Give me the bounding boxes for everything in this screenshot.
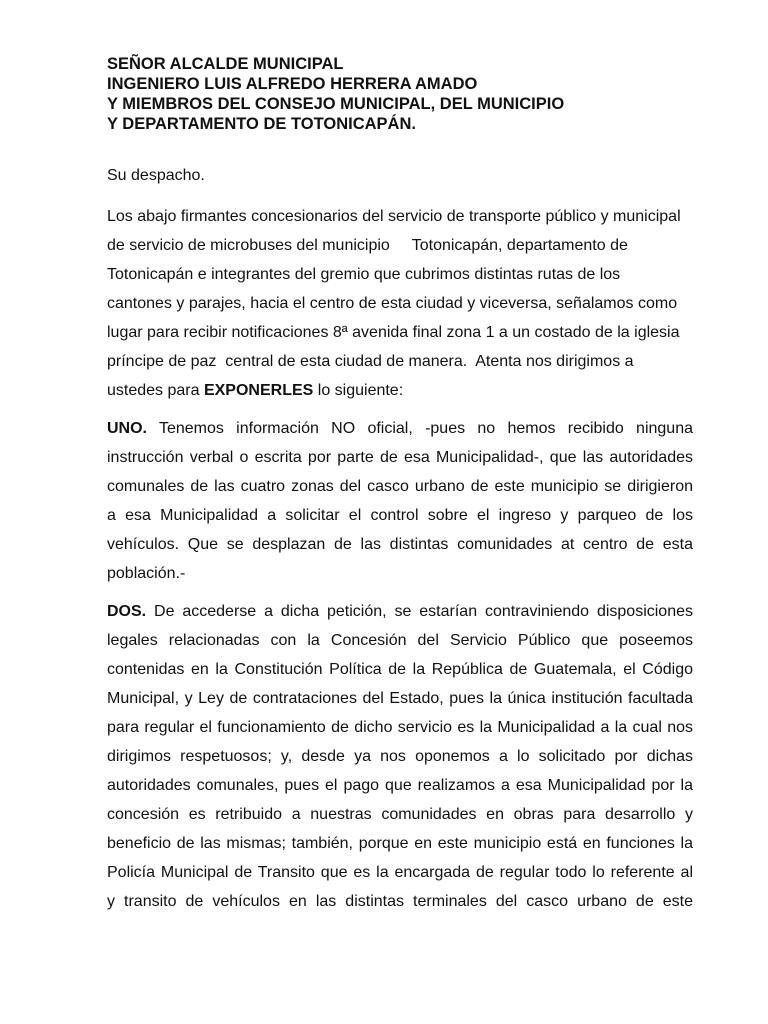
letter-heading: [107, 54, 693, 134]
exponerles-emphasis: EXPONERLES: [203, 382, 314, 399]
dos-line: contenidas en la Constitución Política de la República de Guatemala, el Código: [107, 661, 693, 678]
uno-line: población.-: [107, 565, 186, 582]
intro-last-after: lo siguiente:: [313, 382, 404, 399]
greeting: Su despacho.: [107, 167, 205, 184]
dos-first-line: [107, 597, 693, 626]
dos-paragraph: [107, 597, 693, 916]
intro-paragraph: [107, 202, 693, 405]
dos-line: legales relacionadas con la Concesión del Servicio Público que poseemos: [107, 632, 693, 649]
intro-line: de servicio de microbuses del municipio Totonicapán, departamento de: [107, 237, 628, 254]
intro-line: príncipe de paz central de esta ciudad de manera. Atenta nos dirigimos a: [107, 353, 634, 370]
intro-last-before: ustedes para: [107, 382, 204, 399]
intro-line: cantones y parajes, hacia el centro de esta ciudad y viceversa, señalamos como: [107, 295, 678, 312]
heading-line: INGENIERO LUIS ALFREDO HERRERA AMADO: [107, 75, 478, 93]
uno-line: comunales de las cuatro zonas del casco urbano de este municipio se dirigieron: [107, 478, 693, 495]
uno-paragraph: [107, 414, 693, 588]
uno-line: a esa Municipalidad a solicitar el control sobre el ingreso y parqueo de los: [107, 507, 693, 524]
heading-line: SEÑOR ALCALDE MUNICIPAL: [107, 55, 344, 73]
dos-line: dirigimos respetuosos; y, desde ya nos oponemos a lo solicitado por dichas: [107, 748, 693, 765]
uno-label: UNO.: [107, 420, 147, 437]
dos-first-text: De accederse a dicha petición, se estarían contraviniendo disposiciones: [146, 603, 693, 620]
dos-line: autoridades comunales, pues el pago que realizamos a esa Municipalidad por la: [107, 777, 693, 794]
uno-first-line: [107, 414, 693, 443]
dos-line: Policía Municipal de Transito que es la encargada de regular todo lo referente al: [107, 864, 693, 881]
dos-line: concesión es retribuido a nuestras comunidades en obras para desarrollo y: [107, 806, 693, 823]
dos-line: beneficio de las mismas; también, porque en este municipio está en funciones la: [107, 835, 693, 852]
intro-line: Los abajo firmantes concesionarios del servicio de transporte público y municipal: [107, 208, 681, 225]
dos-line: y transito de vehículos en las distintas terminales del casco urbano de este: [107, 893, 693, 910]
intro-line: lugar para recibir notificaciones 8ª avenida final zona 1 a un costado de la iglesia: [107, 324, 680, 341]
intro-line: Totonicapán e integrantes del gremio que cubrimos distintas rutas de los: [107, 266, 621, 283]
heading-line: Y DEPARTAMENTO DE TOTONICAPÁN.: [107, 115, 416, 133]
document-page: [107, 54, 693, 916]
uno-line: vehículos. Que se desplazan de las distintas comunidades at centro de esta: [107, 536, 693, 553]
dos-line: Municipal, y Ley de contrataciones del Estado, pues la única institución facultada: [107, 690, 693, 707]
uno-line: instrucción verbal o escrita por parte de esa Municipalidad-, que las autoridades: [107, 449, 693, 466]
heading-line: Y MIEMBROS DEL CONSEJO MUNICIPAL, DEL MUNICIPIO: [107, 95, 565, 113]
dos-label: DOS.: [107, 603, 147, 620]
intro-last-line: [107, 376, 693, 405]
dos-line: para regular el funcionamiento de dicho servicio es la Municipalidad a la cual nos: [107, 719, 693, 736]
uno-first-text: Tenemos información NO oficial, -pues no hemos recibido ninguna: [147, 420, 693, 437]
